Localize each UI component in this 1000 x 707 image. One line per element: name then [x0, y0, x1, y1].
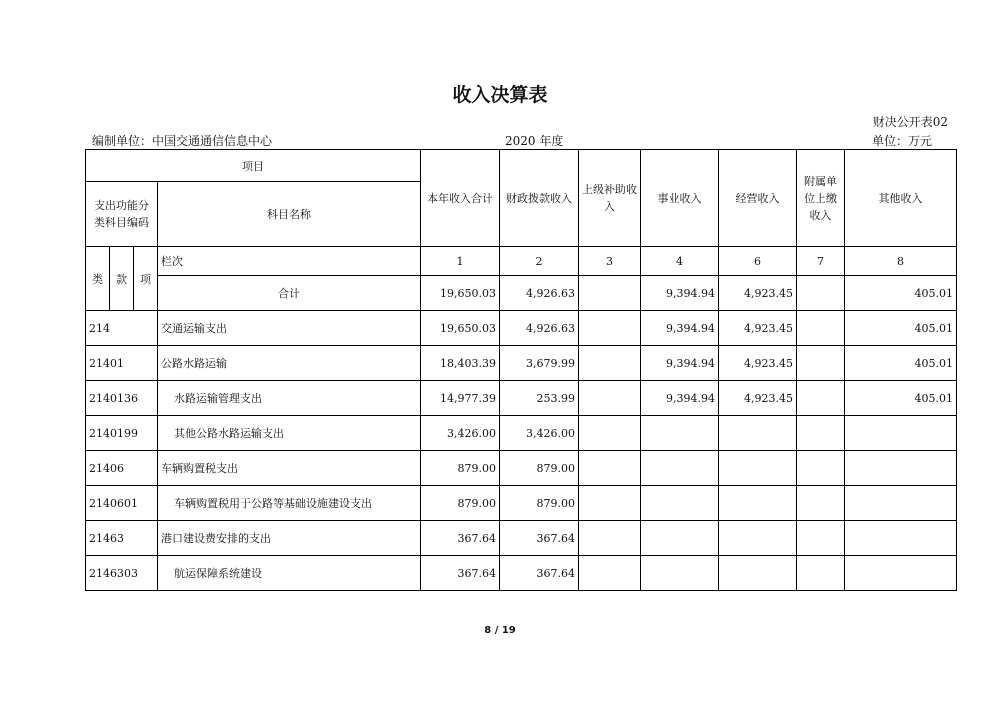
row-value — [579, 346, 641, 381]
header-xiang: 项 — [134, 247, 158, 311]
total-value — [579, 276, 641, 311]
row-name: 港口建设费安排的支出 — [158, 521, 421, 556]
row-value — [845, 486, 957, 521]
page-number: 8 / 19 — [484, 625, 516, 636]
row-value — [797, 451, 845, 486]
row-value: 14,977.39 — [421, 381, 500, 416]
row-value: 4,923.45 — [719, 311, 797, 346]
total-value: 4,926.63 — [500, 276, 579, 311]
row-value — [641, 416, 719, 451]
header-fiscal-appropriation: 财政拨款收入 — [500, 150, 579, 247]
col-number: 8 — [845, 247, 957, 276]
row-value: 879.00 — [421, 486, 500, 521]
total-value: 4,923.45 — [719, 276, 797, 311]
fiscal-year: 2020 年度 — [505, 134, 564, 148]
row-value: 253.99 — [500, 381, 579, 416]
total-value: 19,650.03 — [421, 276, 500, 311]
header-affiliated-units: 附属单位上缴收入 — [797, 150, 845, 247]
form-number: 财决公开表02 — [872, 115, 948, 129]
row-value — [719, 556, 797, 591]
row-value: 367.64 — [421, 556, 500, 591]
row-value — [641, 486, 719, 521]
row-value — [845, 556, 957, 591]
header-function-code: 支出功能分类科目编码 — [86, 182, 158, 247]
row-value — [797, 381, 845, 416]
row-value — [579, 416, 641, 451]
header-other-income: 其他收入 — [845, 150, 957, 247]
row-value — [719, 451, 797, 486]
row-code: 21401 — [86, 346, 158, 381]
page-title: 收入决算表 — [452, 84, 548, 106]
row-name: 公路水路运输 — [158, 346, 421, 381]
row-value: 879.00 — [421, 451, 500, 486]
total-row — [86, 276, 957, 311]
row-value: 4,923.45 — [719, 346, 797, 381]
row-value: 4,926.63 — [500, 311, 579, 346]
row-value — [579, 556, 641, 591]
col-number: 2 — [500, 247, 579, 276]
row-value — [797, 521, 845, 556]
row-code: 214 — [86, 311, 158, 346]
income-table — [85, 149, 957, 591]
table-row — [86, 346, 957, 381]
header-row-1 — [86, 150, 957, 182]
total-label: 合计 — [158, 276, 421, 311]
row-value — [797, 346, 845, 381]
row-value — [845, 451, 957, 486]
table-row — [86, 451, 957, 486]
total-value: 405.01 — [845, 276, 957, 311]
row-name: 航运保障系统建设 — [158, 556, 421, 591]
table-row — [86, 486, 957, 521]
table-row — [86, 521, 957, 556]
row-value: 367.64 — [500, 521, 579, 556]
row-code: 2140199 — [86, 416, 158, 451]
row-value: 9,394.94 — [641, 346, 719, 381]
row-value — [719, 486, 797, 521]
header-lei: 类 — [86, 247, 110, 311]
row-value: 3,679.99 — [500, 346, 579, 381]
row-value: 9,394.94 — [641, 311, 719, 346]
row-value: 879.00 — [500, 486, 579, 521]
total-value: 9,394.94 — [641, 276, 719, 311]
header-superior-subsidy: 上级补助收入 — [579, 150, 641, 247]
col-number: 4 — [641, 247, 719, 276]
table-row — [86, 311, 957, 346]
header-business-income: 事业收入 — [641, 150, 719, 247]
row-value: 367.64 — [421, 521, 500, 556]
row-value — [797, 556, 845, 591]
row-value — [797, 486, 845, 521]
row-value: 367.64 — [500, 556, 579, 591]
compiling-unit: 编制单位：中国交通通信信息中心 — [92, 134, 273, 148]
row-value: 9,394.94 — [641, 381, 719, 416]
header-kuan: 款 — [110, 247, 134, 311]
row-value — [719, 521, 797, 556]
table-row — [86, 381, 957, 416]
row-value: 405.01 — [845, 346, 957, 381]
row-name: 交通运输支出 — [158, 311, 421, 346]
col-number: 6 — [719, 247, 797, 276]
row-name: 车辆购置税用于公路等基础设施建设支出 — [158, 486, 421, 521]
table-row — [86, 416, 957, 451]
row-value — [797, 311, 845, 346]
col-number: 3 — [579, 247, 641, 276]
col-number: 7 — [797, 247, 845, 276]
col-number: 1 — [421, 247, 500, 276]
row-value — [579, 486, 641, 521]
row-code: 2146303 — [86, 556, 158, 591]
row-value — [579, 311, 641, 346]
row-value — [719, 416, 797, 451]
column-number-row — [86, 247, 957, 276]
table-row — [86, 556, 957, 591]
row-value — [845, 521, 957, 556]
row-value — [641, 556, 719, 591]
total-value — [797, 276, 845, 311]
header-subject-name: 科目名称 — [158, 182, 421, 247]
row-value — [641, 451, 719, 486]
row-code: 2140136 — [86, 381, 158, 416]
row-value — [579, 451, 641, 486]
row-value: 3,426.00 — [421, 416, 500, 451]
row-value — [845, 416, 957, 451]
row-code: 21406 — [86, 451, 158, 486]
row-value: 19,650.03 — [421, 311, 500, 346]
row-value — [579, 381, 641, 416]
header-total-income: 本年收入合计 — [421, 150, 500, 247]
row-value — [797, 416, 845, 451]
header-operating-income: 经营收入 — [719, 150, 797, 247]
row-value: 18,403.39 — [421, 346, 500, 381]
row-code: 21463 — [86, 521, 158, 556]
row-value: 405.01 — [845, 381, 957, 416]
row-code: 2140601 — [86, 486, 158, 521]
row-value: 879.00 — [500, 451, 579, 486]
row-name: 车辆购置税支出 — [158, 451, 421, 486]
row-name: 水路运输管理支出 — [158, 381, 421, 416]
row-value: 405.01 — [845, 311, 957, 346]
header-project: 项目 — [86, 150, 421, 182]
row-value: 4,923.45 — [719, 381, 797, 416]
currency-unit: 单位：万元 — [872, 134, 933, 148]
row-value — [579, 521, 641, 556]
row-name: 其他公路水路运输支出 — [158, 416, 421, 451]
row-value: 3,426.00 — [500, 416, 579, 451]
row-value — [641, 521, 719, 556]
header-lanci: 栏次 — [158, 247, 421, 276]
